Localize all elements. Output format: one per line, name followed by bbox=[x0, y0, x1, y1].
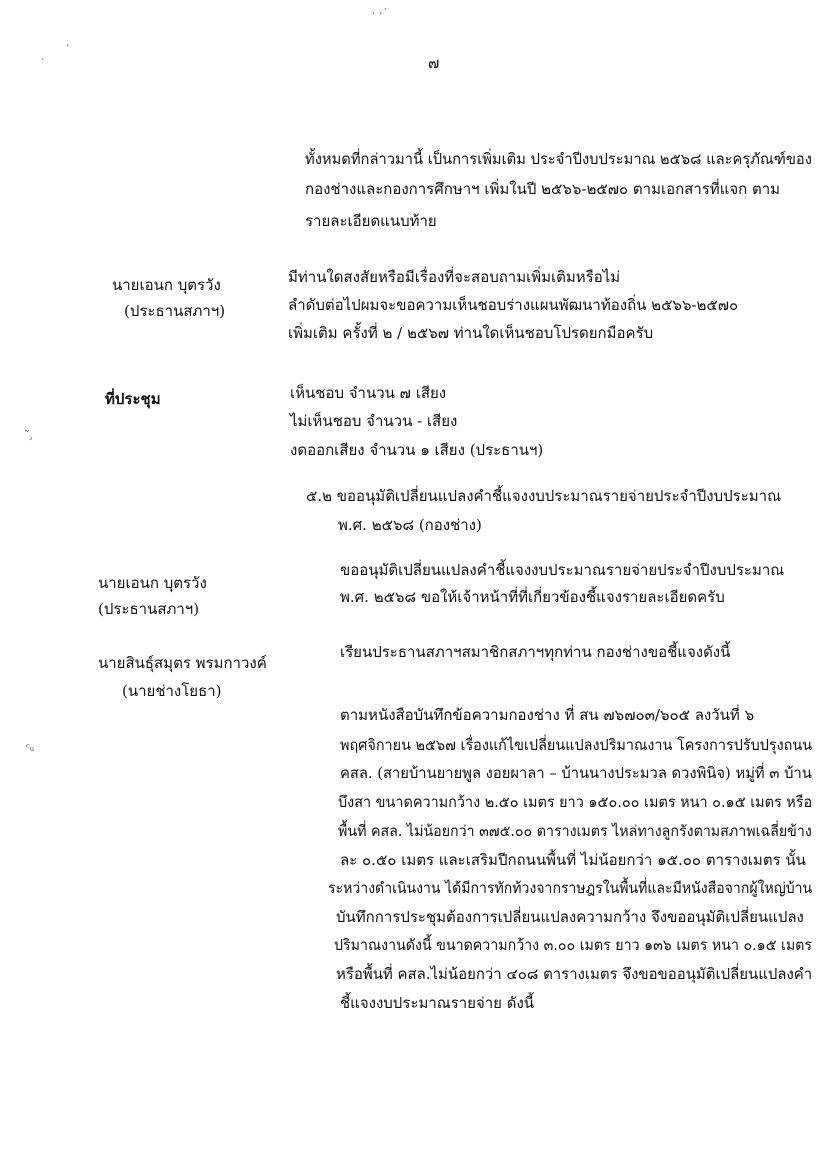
agenda-title-cont: พ.ศ. ๒๕๖๘ (กองช่าง) bbox=[338, 516, 482, 534]
scan-speck: · ·˙ bbox=[372, 7, 388, 20]
speech-line: ลำดับต่อไปผมจะขอความเห็นชอบร่างแผนพัฒนาท้องถิ่น ๒๕๖๖-๒๕๗๐ bbox=[288, 296, 739, 314]
speaker-name: นายเอนก บุตรวัง bbox=[98, 574, 207, 592]
speaker-role: (ประธานสภาฯ) bbox=[98, 600, 200, 618]
paragraph-line: คสล. (สายบ้านยายพูล งอยผาลา – บ้านนางประมวล ดวงพินิจ) หมู่ที่ ๓ บ้าน bbox=[340, 764, 812, 782]
scan-speck: ᶜᵤ bbox=[26, 741, 35, 754]
speech-line: มีท่านใดสงสัยหรือมีเรื่องที่จะสอบถามเพิ่มเติมหรือไม่ bbox=[288, 268, 621, 286]
page-number: ๗ bbox=[428, 54, 440, 72]
scan-speck: · bbox=[66, 39, 70, 52]
intro-line: กองช่างและกองการศึกษาฯ เพิ่มในปี ๒๕๖๖-๒๕๗๐ ตามเอกสารที่แจก ตาม bbox=[305, 180, 781, 198]
scan-speck: ˜, bbox=[24, 429, 33, 442]
paragraph-line: ปริมาณงานดังนี้ ขนาดความกว้าง ๓.๐๐ เมตร ยาว ๑๓๖ เมตร หนา ๐.๑๕ เมตร bbox=[334, 936, 813, 954]
vote-line: เห็นชอบ จำนวน ๗ เสียง bbox=[290, 384, 447, 402]
paragraph-line: หรือพื้นที่ คสล.ไม่น้อยกว่า ๔๐๘ ตารางเมตร จึงขอขออนุมัติเปลี่ยนแปลงคำ bbox=[336, 965, 813, 983]
speech-line: พ.ศ. ๒๕๖๘ ขอให้เจ้าหน้าที่ที่เกี่ยวข้องชี้แจงรายละเอียดครับ bbox=[340, 588, 725, 606]
paragraph-line: พฤศจิกายน ๒๕๖๗ เรื่องแก้ไขเปลี่ยนแปลงปริมาณงาน โครงการปรับปรุงถนน bbox=[340, 736, 813, 754]
paragraph-line: ชี้แจงงบประมาณรายจ่าย ดังนี้ bbox=[340, 994, 535, 1012]
vote-label: ที่ประชุม bbox=[105, 390, 161, 408]
paragraph-line: บึงสา ขนาดความกว้าง ๒.๕๐ เมตร ยาว ๑๕๐.๐๐ เมตร หนา ๐.๑๕ เมตร หรือ bbox=[338, 793, 813, 811]
greeting-line: เรียนประธานสภาฯสมาชิกสภาฯทุกท่าน กองช่างขอชี้แจงดังนี้ bbox=[340, 643, 731, 661]
intro-line: ทั้งหมดที่กล่าวมานี้ เป็นการเพิ่มเติม ประจำปีงบประมาณ ๒๕๖๘ และครุภัณฑ์ของ bbox=[305, 150, 812, 168]
speech-line: ขออนุมัติเปลี่ยนแปลงคำชี้แจงงบประมาณรายจ่ายประจำปีงบประมาณ bbox=[340, 561, 785, 579]
paragraph-line: พื้นที่ คสล. ไม่น้อยกว่า ๓๗๕.๐๐ ตารางเมตร ไหล่ทางลูกรังตามสภาพเฉลี่ยข้าง bbox=[338, 822, 812, 840]
speech-line: เพิ่มเติม ครั้งที่ ๒ / ๒๕๖๗ ท่านใดเห็นชอบโปรดยกมือครับ bbox=[288, 324, 654, 342]
agenda-title: ๕.๒ ขออนุมัติเปลี่ยนแปลงคำชี้แจงงบประมาณรายจ่ายประจำปีงบประมาณ bbox=[306, 487, 781, 505]
paragraph-line: ละ ๐.๕๐ เมตร และเสริมปีกถนนพื้นที่ ไม่น้อยกว่า ๑๕.๐๐ ตารางเมตร นั้น bbox=[340, 851, 806, 869]
vote-line: งดออกเสียง จำนวน ๑ เสียง (ประธานฯ) bbox=[290, 441, 544, 459]
speaker-name: นายสินธุ์สมุตร พรมกาวงค์ bbox=[98, 654, 267, 672]
intro-line: รายละเอียดแนบท้าย bbox=[305, 212, 437, 230]
speaker-role: (นายช่างโยธา) bbox=[122, 682, 222, 700]
vote-line: ไม่เห็นชอบ จำนวน - เสียง bbox=[290, 412, 458, 430]
speaker-role: (ประธานสภาฯ) bbox=[124, 302, 226, 320]
speaker-name: นายเอนก บุตรวัง bbox=[112, 276, 221, 294]
paragraph-line: ระหว่างดำเนินงาน ได้มีการทักท้วงจากราษฎรในพื้นที่และมีหนังสือจากผู้ใหญ่บ้าน bbox=[328, 879, 813, 897]
scan-speck: ˙ bbox=[40, 57, 46, 70]
paragraph-line: บันทึกการประชุมต้องการเปลี่ยนแปลงความกว้าง จึงขออนุมัติเปลี่ยนแปลง bbox=[336, 908, 804, 926]
paragraph-line: ตามหนังสือบันทึกข้อความกองช่าง ที่ สน ๗๖๗๐๓/๖๐๕ ลงวันที่ ๖ bbox=[340, 706, 755, 724]
